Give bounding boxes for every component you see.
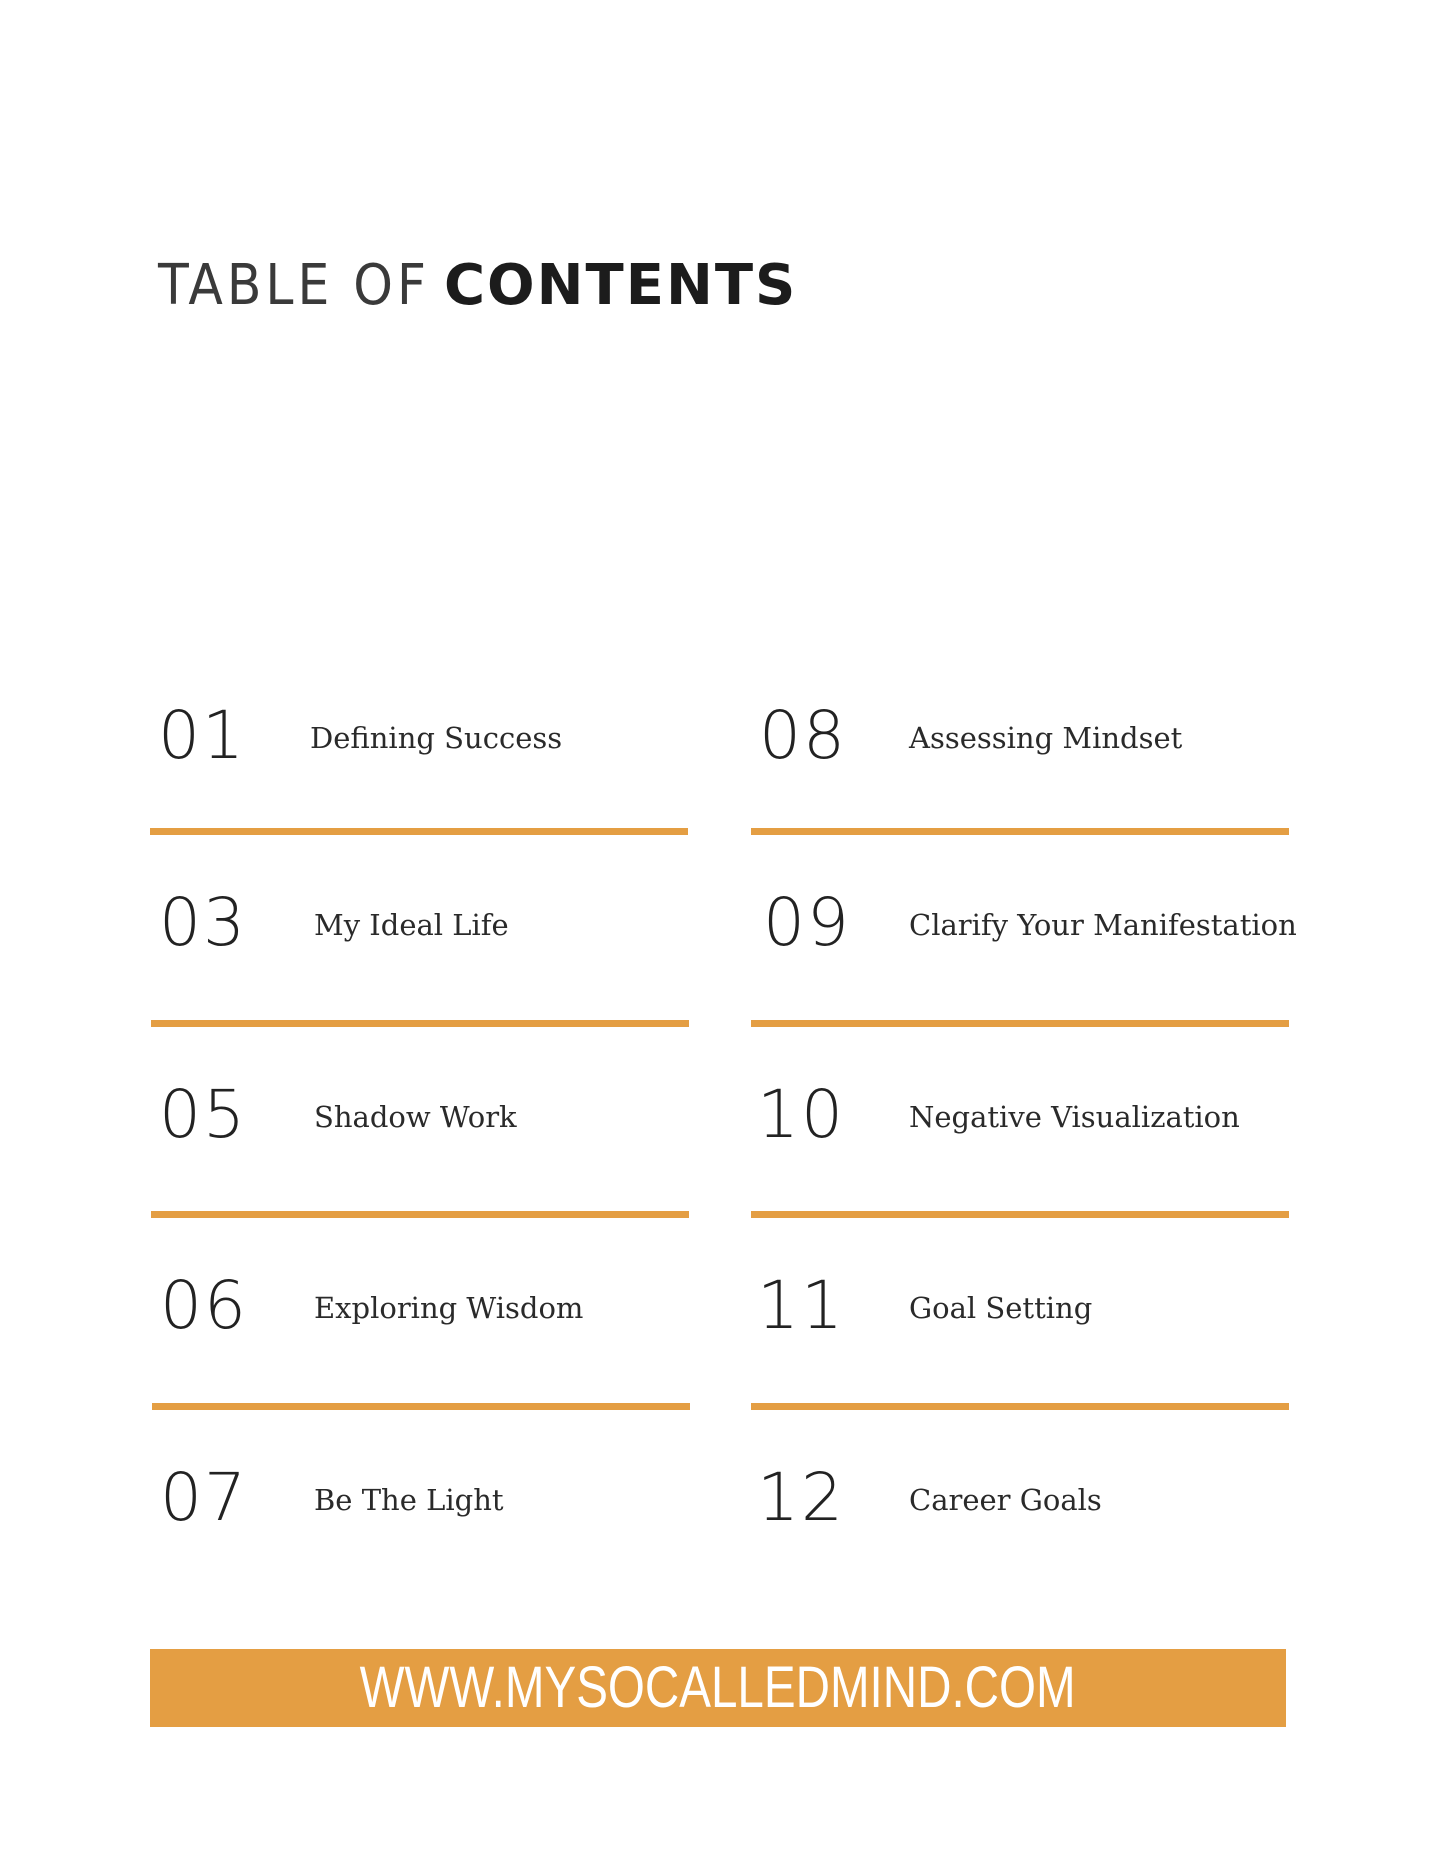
- entry-label: Goal Setting: [909, 1291, 1093, 1325]
- toc-entry-06[interactable]: [152, 1267, 692, 1413]
- entry-number: 07: [160, 1459, 248, 1536]
- divider: [751, 828, 1289, 835]
- entry-label: Exploring Wisdom: [314, 1291, 584, 1325]
- entry-label: Be The Light: [314, 1483, 504, 1517]
- entry-number: 10: [757, 1076, 845, 1153]
- title-bold-part: CONTENTS: [443, 253, 798, 318]
- website-url[interactable]: WWW.MYSOCALLEDMIND.COM: [359, 1655, 1077, 1720]
- toc-entry-01[interactable]: [150, 697, 690, 843]
- entry-label: Defining Success: [310, 721, 563, 755]
- divider: [152, 1403, 690, 1410]
- entry-label: Assessing Mindset: [909, 721, 1183, 755]
- toc-entry-05[interactable]: [151, 1076, 691, 1222]
- entry-label: My Ideal Life: [314, 908, 509, 942]
- toc-entry-08[interactable]: [751, 697, 1291, 843]
- divider: [751, 1211, 1289, 1218]
- divider: [150, 828, 688, 835]
- entry-label: Clarify Your Manifestation: [909, 908, 1297, 942]
- entry-number: 08: [759, 697, 847, 774]
- title-light-part: TABLE OF: [158, 253, 430, 318]
- entry-number: 06: [160, 1267, 248, 1344]
- toc-entry-03[interactable]: [151, 884, 691, 1030]
- entry-number: 05: [159, 1076, 247, 1153]
- entry-label: Negative Visualization: [909, 1100, 1240, 1134]
- toc-entry-12[interactable]: [751, 1459, 1291, 1605]
- divider: [751, 1403, 1289, 1410]
- entry-label: Shadow Work: [314, 1100, 517, 1134]
- entry-number: 12: [757, 1459, 845, 1536]
- entry-number: 03: [159, 884, 247, 961]
- divider: [151, 1211, 689, 1218]
- toc-entry-07[interactable]: [152, 1459, 692, 1605]
- entry-number: 11: [757, 1267, 845, 1344]
- entry-number: 09: [763, 884, 851, 961]
- entry-label: Career Goals: [909, 1483, 1102, 1517]
- toc-entry-09[interactable]: [751, 884, 1297, 1030]
- website-banner[interactable]: [150, 1649, 1286, 1727]
- page-title: [158, 253, 798, 318]
- divider: [751, 1020, 1289, 1027]
- divider: [151, 1020, 689, 1027]
- toc-entry-11[interactable]: [751, 1267, 1291, 1413]
- toc-entry-10[interactable]: [751, 1076, 1291, 1222]
- entry-number: 01: [158, 697, 246, 774]
